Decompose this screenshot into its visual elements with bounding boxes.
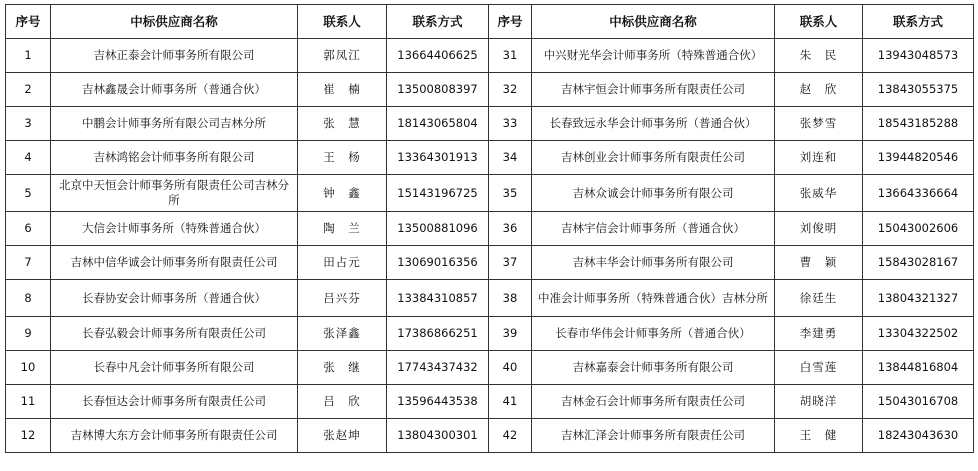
right-contact-person-cell: 李建勇 <box>775 317 863 351</box>
left-contact-person-cell: 钟 鑫 <box>298 175 387 212</box>
right-index-cell: 38 <box>489 280 532 317</box>
right-contact-person-cell: 张威华 <box>775 175 863 212</box>
table-row <box>6 107 974 141</box>
right-contact-phone-cell: 18543185288 <box>863 107 974 141</box>
left-contact-phone-cell: 13804300301 <box>387 419 489 453</box>
left-contact-phone-cell: 15143196725 <box>387 175 489 212</box>
left-contact-phone-cell: 13664406625 <box>387 39 489 73</box>
right-contact-phone-cell: 18243043630 <box>863 419 974 453</box>
left-contact-phone-cell: 17743437432 <box>387 351 489 385</box>
right-contact-phone-cell: 13843055375 <box>863 73 974 107</box>
right-contact-phone-cell: 13304322502 <box>863 317 974 351</box>
right-contact-phone-cell: 13664336664 <box>863 175 974 212</box>
left-index-cell: 8 <box>6 280 51 317</box>
right-index-cell: 40 <box>489 351 532 385</box>
left-supplier-name-cell: 中鹏会计师事务所有限公司吉林分所 <box>51 107 298 141</box>
left-index-cell: 7 <box>6 246 51 280</box>
right-contact-person-cell: 王 健 <box>775 419 863 453</box>
left-supplier-name-cell: 北京中天恒会计师事务所有限责任公司吉林分所 <box>51 175 298 212</box>
right-contact-person-cell: 胡晓洋 <box>775 385 863 419</box>
right-index-cell: 41 <box>489 385 532 419</box>
table-row <box>6 39 974 73</box>
right-contact-person-cell: 徐廷生 <box>775 280 863 317</box>
left-contact-phone-cell: 13500881096 <box>387 212 489 246</box>
header-row <box>6 5 974 39</box>
left-index-cell: 4 <box>6 141 51 175</box>
left-supplier-name-cell: 长春中凡会计师事务所有限公司 <box>51 351 298 385</box>
left-supplier-name-cell: 长春弘毅会计师事务所有限责任公司 <box>51 317 298 351</box>
right-contact-person-cell: 刘俊明 <box>775 212 863 246</box>
right-contact-phone-cell: 13944820546 <box>863 141 974 175</box>
table-row <box>6 141 974 175</box>
left-contact-person-cell: 吕 欣 <box>298 385 387 419</box>
right-contact-person-cell: 刘连和 <box>775 141 863 175</box>
table-row <box>6 351 974 385</box>
right-index-cell: 33 <box>489 107 532 141</box>
left-index-cell: 2 <box>6 73 51 107</box>
left-index-cell: 1 <box>6 39 51 73</box>
col-header-contact-phone: 联系方式 <box>863 5 974 39</box>
right-supplier-name-cell: 吉林金石会计师事务所有限责任公司 <box>532 385 775 419</box>
table-row <box>6 419 974 453</box>
right-index-cell: 35 <box>489 175 532 212</box>
col-header-supplier-name: 中标供应商名称 <box>532 5 775 39</box>
left-contact-person-cell: 崔 楠 <box>298 73 387 107</box>
table-row <box>6 246 974 280</box>
right-supplier-name-cell: 吉林创业会计师事务所有限责任公司 <box>532 141 775 175</box>
table-row <box>6 385 974 419</box>
left-contact-person-cell: 陶 兰 <box>298 212 387 246</box>
right-index-cell: 31 <box>489 39 532 73</box>
left-supplier-name-cell: 长春协安会计师事务所（普通合伙） <box>51 280 298 317</box>
left-contact-person-cell: 张 继 <box>298 351 387 385</box>
col-header-index: 序号 <box>6 5 51 39</box>
right-supplier-name-cell: 长春市华伟会计师事务所（普通合伙） <box>532 317 775 351</box>
right-supplier-name-cell: 长春致远永华会计师事务所（普通合伙） <box>532 107 775 141</box>
left-contact-person-cell: 王 杨 <box>298 141 387 175</box>
right-index-cell: 32 <box>489 73 532 107</box>
col-header-contact-person: 联系人 <box>298 5 387 39</box>
right-contact-person-cell: 赵 欣 <box>775 73 863 107</box>
col-header-contact-phone: 联系方式 <box>387 5 489 39</box>
left-supplier-name-cell: 吉林中信华诚会计师事务所有限责任公司 <box>51 246 298 280</box>
right-contact-person-cell: 张梦雪 <box>775 107 863 141</box>
right-contact-phone-cell: 13844816804 <box>863 351 974 385</box>
col-header-contact-person: 联系人 <box>775 5 863 39</box>
left-contact-person-cell: 张泽鑫 <box>298 317 387 351</box>
table-row <box>6 280 974 317</box>
right-supplier-name-cell: 中兴财光华会计师事务所（特殊普通合伙） <box>532 39 775 73</box>
left-contact-phone-cell: 13364301913 <box>387 141 489 175</box>
right-supplier-name-cell: 吉林宇恒会计师事务所有限责任公司 <box>532 73 775 107</box>
left-contact-person-cell: 张赵坤 <box>298 419 387 453</box>
table-body <box>6 39 974 453</box>
left-contact-phone-cell: 13069016356 <box>387 246 489 280</box>
left-index-cell: 5 <box>6 175 51 212</box>
table-row <box>6 175 974 212</box>
right-supplier-name-cell: 吉林汇泽会计师事务所有限责任公司 <box>532 419 775 453</box>
left-contact-phone-cell: 13500808397 <box>387 73 489 107</box>
left-contact-phone-cell: 17386866251 <box>387 317 489 351</box>
right-contact-phone-cell: 15043016708 <box>863 385 974 419</box>
col-header-supplier-name: 中标供应商名称 <box>51 5 298 39</box>
left-supplier-name-cell: 长春恒达会计师事务所有限责任公司 <box>51 385 298 419</box>
right-contact-phone-cell: 15843028167 <box>863 246 974 280</box>
right-contact-phone-cell: 13804321327 <box>863 280 974 317</box>
left-supplier-name-cell: 大信会计师事务所（特殊普通合伙） <box>51 212 298 246</box>
right-contact-phone-cell: 13943048573 <box>863 39 974 73</box>
right-supplier-name-cell: 吉林丰华会计师事务所有限公司 <box>532 246 775 280</box>
supplier-table <box>5 4 974 453</box>
left-contact-person-cell: 田占元 <box>298 246 387 280</box>
left-index-cell: 12 <box>6 419 51 453</box>
left-contact-phone-cell: 13384310857 <box>387 280 489 317</box>
right-index-cell: 37 <box>489 246 532 280</box>
left-contact-phone-cell: 18143065804 <box>387 107 489 141</box>
table-row <box>6 317 974 351</box>
left-index-cell: 3 <box>6 107 51 141</box>
col-header-index: 序号 <box>489 5 532 39</box>
right-supplier-name-cell: 吉林宇信会计师事务所（普通合伙） <box>532 212 775 246</box>
left-supplier-name-cell: 吉林正泰会计师事务所有限公司 <box>51 39 298 73</box>
right-contact-person-cell: 白雪莲 <box>775 351 863 385</box>
right-supplier-name-cell: 吉林众诚会计师事务所有限公司 <box>532 175 775 212</box>
right-supplier-name-cell: 吉林嘉泰会计师事务所有限公司 <box>532 351 775 385</box>
left-contact-person-cell: 郭凤江 <box>298 39 387 73</box>
left-supplier-name-cell: 吉林鸿铭会计师事务所有限公司 <box>51 141 298 175</box>
left-supplier-name-cell: 吉林博大东方会计师事务所有限责任公司 <box>51 419 298 453</box>
left-contact-person-cell: 吕兴芬 <box>298 280 387 317</box>
right-contact-person-cell: 朱 民 <box>775 39 863 73</box>
left-index-cell: 9 <box>6 317 51 351</box>
right-contact-person-cell: 曹 颖 <box>775 246 863 280</box>
right-index-cell: 34 <box>489 141 532 175</box>
left-index-cell: 6 <box>6 212 51 246</box>
right-contact-phone-cell: 15043002606 <box>863 212 974 246</box>
left-supplier-name-cell: 吉林鑫晟会计师事务所（普通合伙） <box>51 73 298 107</box>
left-index-cell: 10 <box>6 351 51 385</box>
right-index-cell: 42 <box>489 419 532 453</box>
right-index-cell: 36 <box>489 212 532 246</box>
table-row <box>6 73 974 107</box>
left-contact-phone-cell: 13596443538 <box>387 385 489 419</box>
table-row <box>6 212 974 246</box>
left-index-cell: 11 <box>6 385 51 419</box>
left-contact-person-cell: 张 慧 <box>298 107 387 141</box>
right-index-cell: 39 <box>489 317 532 351</box>
right-supplier-name-cell: 中准会计师事务所（特殊普通合伙）吉林分所 <box>532 280 775 317</box>
